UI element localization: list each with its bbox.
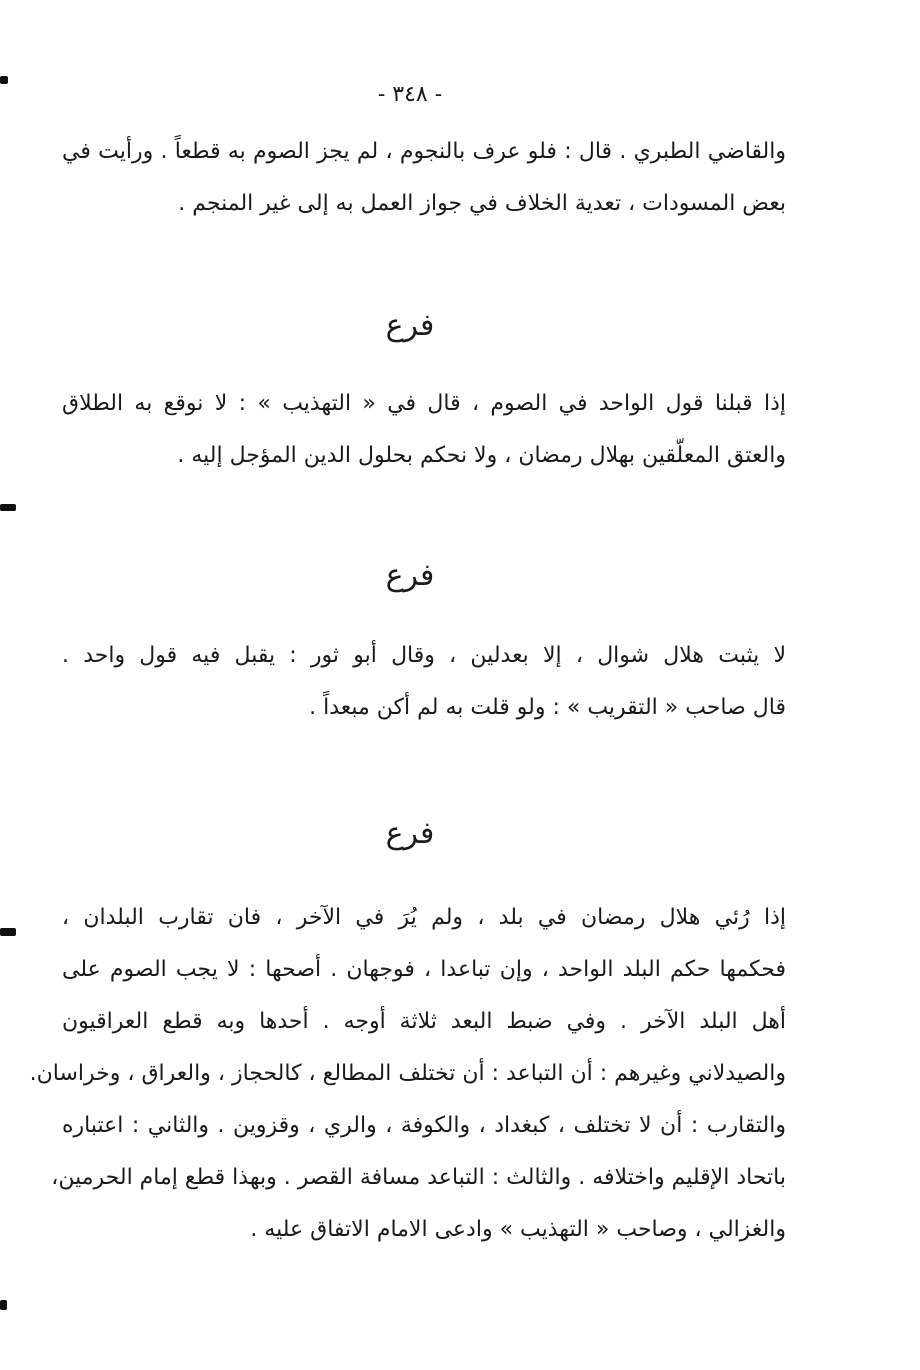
paragraph-4 (29, 892, 786, 1256)
text-line: والعتق المعلّقين بهلال رمضان ، ولا نحكم بحلول الدين المؤجل إليه . (177, 443, 786, 468)
paragraph-3 (62, 630, 786, 734)
paragraph-2 (62, 378, 786, 482)
text-line: قال صاحب « التقريب » : ولو قلت به لم أكن مبعداً . (309, 695, 786, 720)
section-heading-3: فرع (385, 816, 435, 851)
paragraph-1 (62, 126, 786, 230)
text-line: لا يثبت هلال شوال ، إلا بعدلين ، وقال أبو ثور : يقبل فيه قول واحد . (62, 643, 786, 668)
scan-edge-mark (0, 1300, 7, 1310)
text-line: والتقارب : أن لا تختلف ، كبغداد ، والكوفة ، والري ، وقزوين . والثاني : اعتباره (62, 1113, 786, 1138)
text-line: والصيدلاني وغيرهم : أن التباعد : أن تختلف المطالع ، كالحجاز ، والعراق ، وخراسان. (29, 1061, 786, 1086)
scan-edge-mark (0, 504, 16, 511)
section-heading-1: فرع (385, 308, 435, 343)
text-line: إذا رُئي هلال رمضان في بلد ، ولم يُرَ في الآخر ، فان تقارب البلدان ، (62, 905, 786, 930)
text-line: أهل البلد الآخر . وفي ضبط البعد ثلاثة أوجه . أحدها وبه قطع العراقيون (62, 1009, 786, 1034)
scan-edge-mark (0, 76, 8, 84)
page-number: - ٣٤٨ - (377, 82, 443, 107)
text-line: والغزالي ، وصاحب « التهذيب » وادعى الامام الاتفاق عليه . (250, 1217, 786, 1242)
section-heading-2: فرع (385, 558, 435, 593)
text-line: بعض المسودات ، تعدية الخلاف في جواز العمل به إلى غير المنجم . (178, 191, 786, 216)
text-line: إذا قبلنا قول الواحد في الصوم ، قال في « التهذيب » : لا نوقع به الطلاق (62, 391, 786, 416)
scan-edge-mark (0, 928, 16, 936)
text-line: فحكمها حكم البلد الواحد ، وإن تباعدا ، فوجهان . أصحها : لا يجب الصوم على (62, 957, 786, 982)
text-line: والقاضي الطبري . قال : فلو عرف بالنجوم ، لم يجز الصوم به قطعاً . ورأيت في (62, 139, 786, 164)
text-line: باتحاد الإقليم واختلافه . والثالث : التباعد مسافة القصر . وبهذا قطع إمام الحرمين، (51, 1165, 786, 1190)
